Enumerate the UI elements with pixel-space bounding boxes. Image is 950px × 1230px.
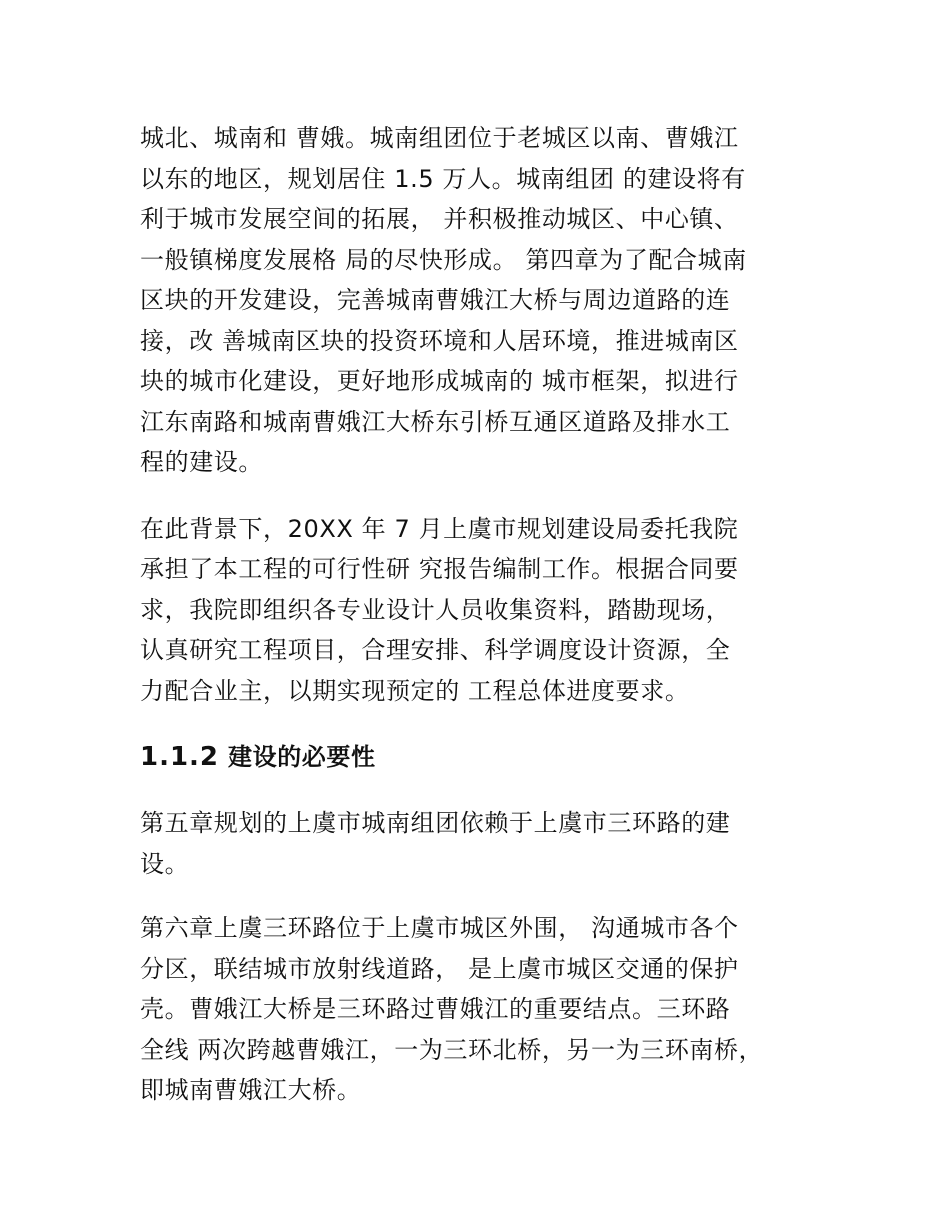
text-line: 以东的地区，规划居住 1.5 万人。城南组团 的建设将有 bbox=[140, 164, 746, 193]
text-line: 江东南路和城南曹娥江大桥东引桥互通区道路及排水工 bbox=[140, 407, 731, 436]
text-line: 认真研究工程项目，合理安排、科学调度设计资源，全 bbox=[140, 636, 731, 664]
text-line: 一般镇梯度发展格 局的尽快形成。 第四章为了配合城南 bbox=[140, 245, 747, 274]
text-line: 承担了本工程的可行性研 究报告编制工作。根据合同要 bbox=[140, 555, 739, 583]
text-line: 求，我院即组织各专业设计人员收集资料，踏勘现场， bbox=[140, 595, 731, 624]
text-line: 分区，联结城市放射线道路， 是上虞市城区交通的保护 bbox=[140, 954, 739, 983]
text-line: 在此背景下，20XX 年 7 月上虞市规划建设局委托我院 bbox=[140, 514, 739, 543]
text-line: 全线 两次跨越曹娥江，一为三环北桥，另一为三环南桥， bbox=[140, 1035, 764, 1064]
section-heading bbox=[140, 737, 830, 777]
paragraph-spacer bbox=[140, 711, 830, 737]
paragraph-ring-road bbox=[140, 908, 830, 1111]
text-line: 接，改 善城南区块的投资环境和人居环境，推进城南区 bbox=[140, 326, 739, 355]
paragraph-spacer bbox=[140, 777, 830, 803]
text-line: 壳。曹娥江大桥是三环路过曹娥江的重要结点。三环路 bbox=[140, 995, 731, 1023]
text-line: 块的城市化建设，更好地形成城南的 城市框架，拟进行 bbox=[140, 367, 739, 395]
paragraph-background-context bbox=[140, 118, 830, 483]
document-body bbox=[140, 118, 830, 1111]
section-number: 1.1.2 bbox=[140, 742, 220, 772]
text-line: 设。 bbox=[140, 849, 190, 878]
text-line: 区块的开发建设，完善城南曹娥江大桥与周边道路的连 bbox=[140, 286, 731, 314]
text-line: 第五章规划的上虞市城南组团依赖于上虞市三环路的建 bbox=[140, 809, 731, 837]
text-line: 利于城市发展空间的拓展， 并积极推动城区、中心镇、 bbox=[140, 205, 739, 233]
text-line: 力配合业主，以期实现预定的 工程总体进度要求。 bbox=[140, 676, 690, 705]
paragraph-commission bbox=[140, 509, 830, 712]
section-title: 建设的必要性 bbox=[228, 743, 376, 771]
text-line: 城北、城南和 曹娥。城南组团位于老城区以南、曹娥江 bbox=[140, 124, 739, 152]
text-line: 程的建设。 bbox=[140, 448, 263, 476]
text-line: 第六章上虞三环路位于上虞市城区外围， 沟通城市各个 bbox=[140, 914, 739, 942]
paragraph-spacer bbox=[140, 884, 830, 908]
text-line: 即城南曹娥江大桥。 bbox=[140, 1076, 362, 1104]
paragraph-spacer bbox=[140, 483, 830, 509]
paragraph-planning bbox=[140, 803, 830, 884]
